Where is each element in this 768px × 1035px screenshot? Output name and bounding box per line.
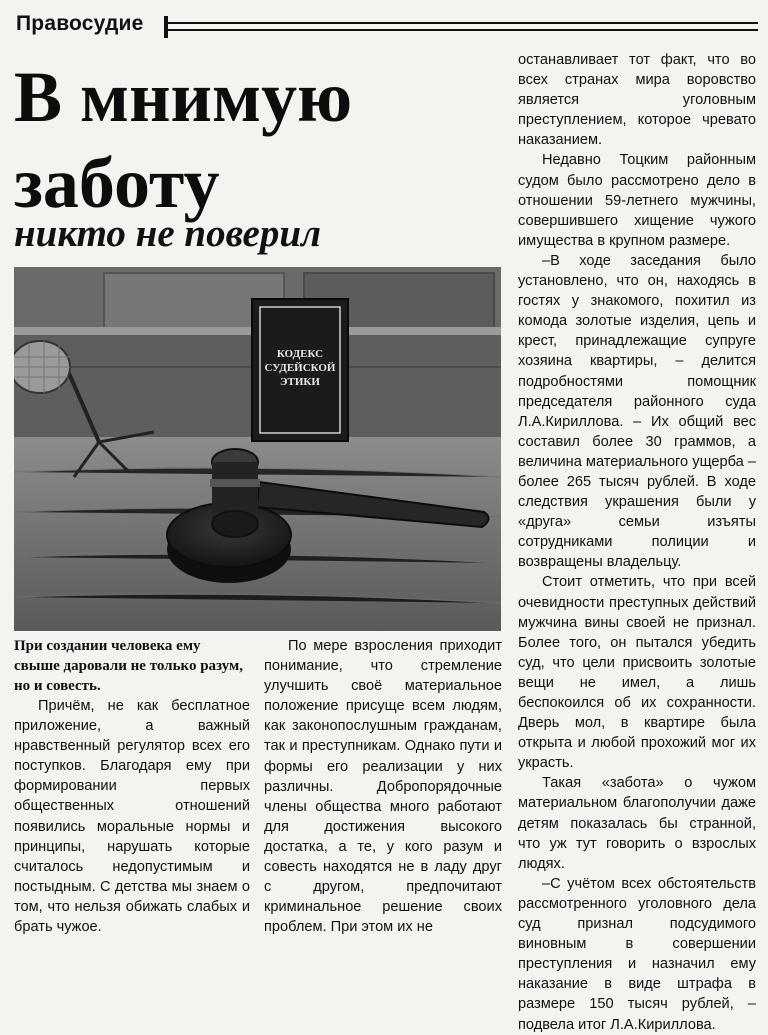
book-title-line-1: КОДЕКС [276,348,324,360]
book-title-line-3: ЭТИКИ [280,376,320,388]
courtroom-photo-illustration [14,267,501,631]
right-paragraph-6: –С учётом всех обстоятельств рассмотренного уголовного дела суд признал подсудимого виновным в совершении преступления и назначил ему наказание в виде штрафа в размере 150 тысяч рублей, – подвела итог Л.А.Кириллова. [518,875,756,1033]
article-photo [14,267,501,631]
rubric-rule [168,22,758,31]
column-left [14,636,250,937]
subheadline: никто не поверил [14,212,322,255]
right-paragraph-4: Стоит отметить, что при всей очевидности преступных действий мужчина вины своей не признал. Более того, он пытался убедить суд, что цели присвоить золотые вещи не имел, а лишь беспокоился об их сохранности. Дверь мол, в квартире была открыта и любой прохожий мог их украсть. [518,574,756,772]
right-paragraph-3: –В ходе заседания было установлено, что он, находясь в гостях у знакомого, похитил из комода золотые изделия, цепь и крест, принадлежащие супруге хозяина квартиры, – делится подробностями помощник председателя районного суда Л.А.Кириллова. – Их общий вес составил более 30 граммов, а величина материального ущерба – более 265 тысяч рублей. В ходе следствия украшения были у «друга» семьи изъяты сотрудниками полиции и возвращены владельцу. [518,252,756,571]
right-paragraph-5: Такая «забота» о чужом материальном благополучии даже детям показалась бы странной, что уж тут говорить о взрослых людях. [518,775,756,872]
book-title-line-2: СУДЕЙСКОЙ [264,362,336,374]
right-paragraph-1: останавливает тот факт, что во всех странах мира воровство является уголовным преступлением, которое чревато наказанием. [518,52,756,149]
middle-paragraph-1: По мере взросления приходит понимание, что стремление улучшить своё материальное положение присуще всем людям, как законопослушным гражданам, так и преступникам. Однако пути и формы его реализации у них различны. Добропорядочные члены общества много работают для достижения высокого достатка, а те, у кого разум и совесть находятся не в ладу друг с другом, предпочитают криминальное решение своих проблем. При этом их не [264,638,502,936]
rubric-bar [0,6,768,38]
right-paragraph-2: Недавно Тоцким районным судом было рассмотрено дело в отношении 59-летнего мужчины, совершившего хищение чужого имущества в крупном размере. [518,152,756,249]
column-middle [264,636,502,937]
lead-paragraph: При создании человека ему свыше даровали не только разум, но и совесть. [14,638,244,694]
column-right [518,50,756,1035]
headline: В мнимую заботу [14,57,353,223]
rubric-label: Правосудие [16,12,144,35]
left-paragraph-1: Причём, не как бесплатное приложение, а важный нравственный регулятор всех его поступков. Благодаря ему при формировании первых общественных отношений появились моральные нормы и принципы, нарушать которые считалось недопустимым и постыдным. С детства мы знаем о том, что нельзя обижать слабых и брать чужое. [14,698,250,936]
